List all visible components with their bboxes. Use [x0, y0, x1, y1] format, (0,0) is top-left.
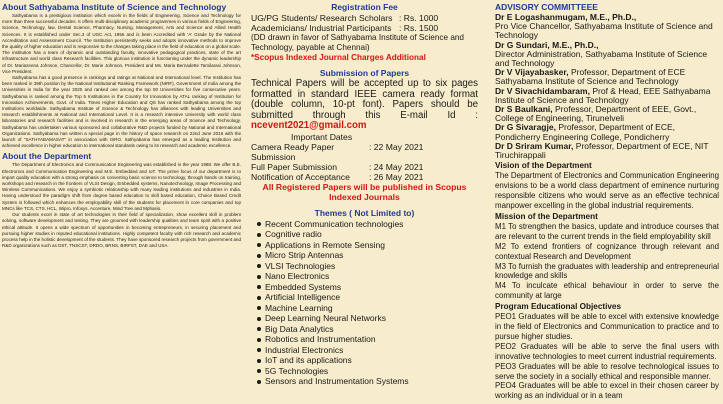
- vision-text: The Department of Electronics and Communication Engineering envisions to be a world class department of eminence nurturing responsible citizens who would serve as an effective technical manpower excelling in the global industrial requirements.: [495, 171, 719, 210]
- date-label: Notification of Acceptance: [251, 171, 350, 182]
- theme-label: 5G Technologies: [265, 365, 329, 376]
- member-detail: Pro Vice Chancellor, Sathyabama Institute of Science and Technology: [495, 21, 713, 41]
- member-detail: Professor, Department of ECE, NIT Tiruchirappali: [495, 140, 709, 161]
- date-label: Camera Ready Paper Submission: [251, 141, 335, 162]
- theme-label: Machine Learning: [265, 302, 333, 313]
- institute-column: [0, 0, 243, 404]
- about-institute-heading: About Sathyabama Institute of Science and Technology: [2, 2, 227, 12]
- advisory-heading: ADVISORY COMMITTEEE: [495, 2, 598, 12]
- theme-label: Robotics and Instrumentation: [265, 334, 376, 345]
- theme-item: [257, 240, 478, 251]
- date-value: : 26 May 2021: [369, 171, 424, 182]
- theme-label: Applications in Remote Sensing: [265, 239, 386, 250]
- vision-heading: Vision of the Department: [495, 161, 592, 171]
- date-row: [251, 162, 478, 172]
- about-institute-para-1: Sathyabama is a prestigious institution which excels in the fields of Engineering, Science and Technology for more than three successful decades. It offers multi-disciplinary academic programmes in various fields of Engineering, Science, Technology, law, Dental Science, Pharmacy, Nursing, Management, Arts and Science and Allied Health Sciences. It is established under Sec.3 of UGC Act, 1956 and is been Accredited with 'A' Grade by the National Accreditation and Assessment Council. The Institution persistently seeks and adopts innovative methods to improve the quality of higher education and is responsive to the changes taking place in the field of education on a global scale. The institution has a team of dynamic and outstanding faculty, innovative pedagogical practices, state of the art infrastructure and world class Research facilities. This glorious institution is functioning under the dynamic leadership of Dr. Mariazeena Johnson, Chancellor, Dr. Marie Johnson, President and Ms. Maria Bernadette Tamilarasi Johnson, Vice President.: [2, 13, 241, 74]
- theme-label: Big Data Analytics: [265, 323, 334, 334]
- member-detail: Professor, Department of ECE Sathyabama Institute of Science and Technology: [495, 67, 686, 87]
- themes-list: [251, 219, 478, 387]
- fee-label: UG/PG Students/ Research Scholars: [251, 13, 393, 23]
- member-name: Dr V Sivachidambaram,: [495, 85, 590, 96]
- mission-item: M1 To strengthen the basics, update and introduce courses that are relevant to the current trends in the field employability skill: [495, 221, 719, 241]
- theme-label: Embedded Systems: [265, 281, 342, 292]
- member-detail: Professor, Department of ECE, Pondicherry Engineering College, Pondicherry: [495, 122, 676, 142]
- fee-value: : Rs. 1500: [399, 23, 439, 33]
- advisory-member: [495, 13, 719, 41]
- fee-row: [251, 23, 478, 33]
- theme-label: Sensors and Instrumentation Systems: [265, 376, 409, 387]
- advisory-column: [489, 0, 723, 404]
- theme-item: [257, 229, 478, 240]
- theme-item: [257, 334, 478, 345]
- theme-label: VLSI Technologies: [265, 260, 336, 271]
- theme-item: [257, 345, 478, 356]
- bullet-icon: [257, 338, 261, 342]
- scopus-charge-note: *Scopus Indexed Journal Charges Additional: [251, 53, 426, 62]
- advisory-member: [495, 142, 719, 160]
- theme-item: [257, 355, 478, 366]
- theme-item: [257, 366, 478, 377]
- submission-heading: Submission of Papers: [319, 68, 410, 78]
- important-dates-heading: Important Dates: [291, 131, 353, 142]
- bullet-icon: [257, 359, 261, 363]
- mission-item: M4 To inculcate ethical behaviour in order to serve the community at large: [495, 281, 719, 301]
- fee-label: Academicians/ Industrial Participants: [251, 23, 392, 33]
- theme-item: [257, 261, 478, 272]
- theme-item: [257, 324, 478, 335]
- theme-label: Industrial Electronics: [265, 344, 344, 355]
- date-value: : 22 May 2021: [369, 141, 424, 152]
- member-name: Dr S Baulkani,: [495, 104, 553, 115]
- member-detail: Professor, Department of EEE, Govt., College of Engineering, Tirunelveli: [495, 104, 697, 124]
- bullet-icon: [257, 317, 261, 321]
- member-detail: Prof & Head, EEE Sathyabama Institute of Science and Technology: [495, 85, 711, 105]
- about-dept-para-2: Our students excel in state of art technologies in their field of specialization, show excellent skill in problem solving, software development and testing. They are groomed with leadership qualities and team spirit with a positive ethical attitude. It opens a wide spectrum of opportunities in becoming entrepreneurs, in securing placement and pursuing higher studies in reputed educational institutions. Highly competent faculty with rich research and academic process help in the holistic development of the students. They have sponsored research projects from government and R&D organizations such as DST, TNSCST, DRDO, BRNS, BIRFST, DAE and USA.: [2, 212, 241, 249]
- theme-label: IoT and its applications: [265, 355, 352, 366]
- theme-item: [257, 376, 478, 387]
- mission-item: M2 To extend frontiers of cognizance through relevant and contextual Research and Development: [495, 241, 719, 261]
- member-detail: Director Administration, Sathyabama Institute of Science and Technology: [495, 48, 708, 69]
- theme-label: Artificial Intelligence: [265, 292, 341, 303]
- peo-item: PEO2 Graduates will be able to serve the final users with innovative technologies to meet current industrial requirements.: [495, 341, 719, 361]
- advisory-member: [495, 87, 719, 105]
- bullet-icon: [257, 254, 261, 258]
- theme-item: [257, 250, 478, 261]
- theme-item: [257, 303, 478, 314]
- bullet-icon: [257, 369, 261, 373]
- peo-item: PEO3 Graduates will be able to resolve technological issues to serve the society in a socially ethical and responsible manner.: [495, 361, 719, 381]
- theme-label: Recent Communication technologies: [265, 218, 404, 229]
- about-institute-para-2: Sathyabama has a good presence in rankings and ratings at National and International level. The Institution has been ranked in 39th position by the National Institutional Ranking Framework (NIRF), Government of India among the Universities in India for the year 2020 and ranked one among the top 50 Universities for five consecutive years. Sathyabama is ranked among the Top 5 Institutions in the Country for Innovation by ATAL ranking of Institution for Innovation Achievements, Govt. of India. Times Higher Education and QS has ranked Sathyabama among the top Institutions worldwide. Sathyabama Institute of Science & Technology has alliances with leading Universities and research establishments at National and International Level. It is a research intensive University with world class laboratories and research facilities and is involved in research in the emerging areas of Science and Technology. Sathyabama has undertaken various sponsored and collaborative R&D projects funded by National and International Organizations. Sathyabama has written a special page in the history of space research on 22nd June 2016 with the launch of "SATHYABAMASAT" in association with ISRO. Sathyabama has emerged as a leading Institution and achieved excellence in higher education to international standards owing to its research and academic excellence.: [2, 75, 241, 149]
- about-dept-heading: About the Department: [2, 151, 92, 162]
- mission-item: M3 To furnish the graduates with leadership and entrepreneurial knowledge and skills: [495, 261, 719, 281]
- bullet-icon: [257, 222, 261, 226]
- about-dept-para-1: The Department of Electronics and Communication Engineering was established in the year 1988. We offer B.E. Electronics and Communication Engineering and M.E. Embedded and IoT. The prime focus of our department is to impart quality education with a strong emphasis on converting basic science to technology, through hands on training, workshops and research in the frontiers of VLSI Design, Embedded systems, Nanotechnology, Image Processing and Wireless Communications. We enjoy a symbiotic relationship with many leading institutions and industries in India. Having understood the paradigm shift from degree based education to skill based education, Choice Based Credit System is followed which enhances the employability skill of the students for placement in core companies and top MNCs like TCS, CTS, HCL, Wipro, Infosys, Accenture, Mind Tree and Mphasis.: [2, 162, 241, 211]
- fee-value: : Rs. 1000: [399, 13, 439, 23]
- date-label: Full Paper Submission: [251, 161, 337, 172]
- mission-heading: Mission of the Department: [495, 211, 598, 221]
- fee-heading: Registration Fee: [331, 2, 398, 12]
- theme-item: [257, 292, 478, 303]
- member-name: Dr E Logashanmugam, M.E., Ph.D.,: [495, 12, 637, 22]
- date-row: [251, 142, 478, 162]
- peo-heading: Program Educational Objectives: [495, 302, 622, 312]
- date-value: : 24 May 2021: [369, 161, 424, 172]
- themes-heading: Themes ( Not Limited to): [314, 207, 415, 218]
- bullet-icon: [257, 285, 261, 289]
- theme-label: Cognitive radio: [265, 229, 322, 240]
- published-note: All Registered Papers will be published in Scopus Indexed Journals: [262, 181, 467, 202]
- member-name: Dr V Vijayabasker,: [495, 67, 569, 78]
- peo-item: PEO4 Graduates will be able to excel in their chosen career by working as an individual or in a team: [495, 381, 719, 401]
- bullet-icon: [257, 243, 261, 247]
- theme-item: [257, 282, 478, 293]
- bullet-icon: [257, 233, 261, 237]
- advisory-member: [495, 105, 719, 123]
- advisory-member: [495, 68, 719, 86]
- date-row: [251, 172, 478, 182]
- advisory-member: [495, 123, 719, 141]
- fee-row: [251, 13, 478, 23]
- theme-label: Micro Strip Antennas: [265, 250, 344, 261]
- theme-item: [257, 271, 478, 282]
- bullet-icon: [257, 264, 261, 268]
- theme-label: Nano Electronics: [265, 271, 330, 282]
- member-name: Dr D Sriram Kumar,: [495, 140, 574, 151]
- bullet-icon: [257, 306, 261, 310]
- registration-column: [247, 0, 482, 404]
- theme-label: Deep Learning Neural Networks: [265, 313, 386, 324]
- advisory-member: [495, 41, 719, 69]
- member-name: Dr G Sivaragje,: [495, 122, 556, 133]
- bullet-icon: [257, 348, 261, 352]
- peo-item: PEO1 Graduates will be able to excel with extensive knowledge in the field of Electronics and Communication to practice and to pursue higher studies.: [495, 312, 719, 341]
- bullet-icon: [257, 275, 261, 279]
- bullet-icon: [257, 296, 261, 300]
- bullet-icon: [257, 380, 261, 384]
- fee-note: (DD drawn in favor of Sathyabama Institute of Science and Technology, payable at Chennai): [251, 33, 464, 52]
- theme-item: [257, 219, 478, 230]
- submission-text: [251, 79, 478, 132]
- member-name: Dr G Sundari, M.E., Ph.D.,: [495, 39, 599, 50]
- submission-body: Technical Papers will be accepted up to six pages formatted in standard IEEE camera ready format (double column, 10-pt font). Papers should be submitted through this E-mail Id :: [251, 78, 478, 121]
- submission-email[interactable]: ncevent2021@gmail.com: [251, 120, 367, 132]
- bullet-icon: [257, 327, 261, 331]
- theme-item: [257, 313, 478, 324]
